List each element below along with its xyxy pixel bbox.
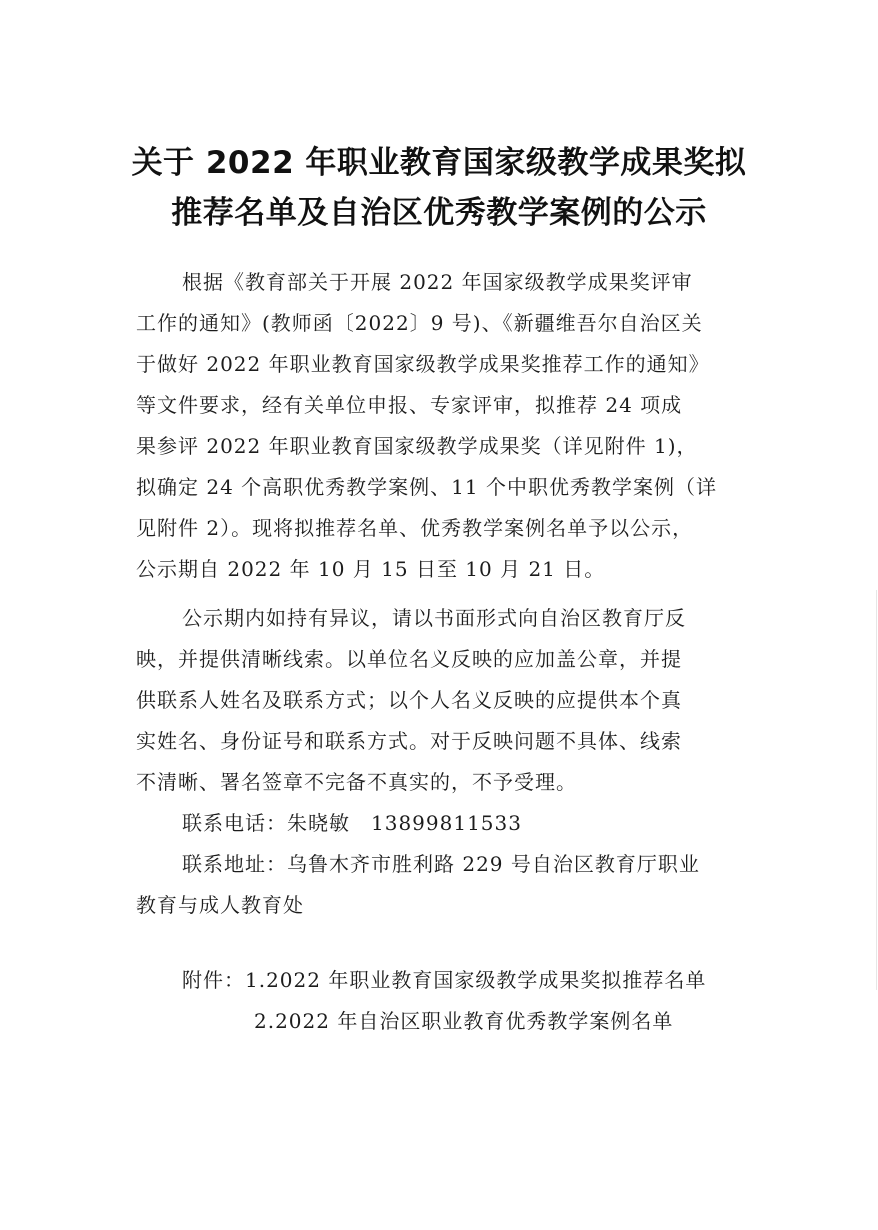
contact-phone bbox=[136, 803, 756, 844]
text-line: 等文件要求，经有关单位申报、专家评审，拟推荐 24 项成 bbox=[136, 393, 683, 417]
text-line: 映，并提供清晰线索。以单位名义反映的应加盖公章，并提 bbox=[136, 647, 682, 671]
text-line: 见附件 2）。现将拟推荐名单、优秀教学案例名单予以公示， bbox=[136, 516, 694, 540]
section-gap bbox=[136, 926, 756, 960]
contact-phone-text: 联系电话：朱晓敏 13899811533 bbox=[182, 811, 522, 835]
attachment-item: 2.2022 年自治区职业教育优秀教学案例名单 bbox=[254, 1009, 674, 1033]
text-line: 根据《教育部关于开展 2022 年国家级教学成果奖评审 bbox=[182, 270, 693, 294]
text-line: 实姓名、身份证号和联系方式。对于反映问题不具体、线索 bbox=[136, 729, 682, 753]
title-line-1: 关于 2022 年职业教育国家级教学成果奖拟 bbox=[131, 145, 747, 181]
text-line: 于做好 2022 年职业教育国家级教学成果奖推荐工作的通知》 bbox=[136, 352, 710, 376]
title-line-2: 推荐名单及自治区优秀教学案例的公示 bbox=[171, 195, 707, 231]
text-line: 公示期自 2022 年 10 月 15 日至 10 月 21 日。 bbox=[136, 557, 606, 581]
text-line: 供联系人姓名及联系方式；以个人名义反映的应提供本个真 bbox=[136, 688, 682, 712]
text-line: 公示期内如持有异议，请以书面形式向自治区教育厅反 bbox=[182, 606, 686, 630]
contact-address-line: 教育与成人教育处 bbox=[136, 893, 304, 917]
attachments bbox=[136, 960, 756, 1042]
paragraph-objection bbox=[136, 598, 756, 803]
attachment-item: 附件：1.2022 年职业教育国家级教学成果奖拟推荐名单 bbox=[182, 968, 707, 992]
contact-address-line: 联系地址：乌鲁木齐市胜利路 229 号自治区教育厅职业 bbox=[182, 852, 700, 876]
text-line: 工作的通知》(教师函〔2022〕9 号)、《新疆维吾尔自治区关 bbox=[136, 311, 703, 335]
document-body bbox=[136, 262, 756, 1042]
page-edge-divider bbox=[876, 590, 877, 990]
text-line: 果参评 2022 年职业教育国家级教学成果奖（详见附件 1)， bbox=[136, 434, 698, 458]
text-line: 拟确定 24 个高职优秀教学案例、11 个中职优秀教学案例（详 bbox=[136, 475, 717, 499]
paragraph-gap bbox=[136, 590, 756, 598]
contact-address bbox=[136, 844, 756, 926]
document-title bbox=[100, 138, 778, 238]
paragraph-basis bbox=[136, 262, 756, 590]
text-line: 不清晰、署名签章不完备不真实的，不予受理。 bbox=[136, 770, 577, 794]
